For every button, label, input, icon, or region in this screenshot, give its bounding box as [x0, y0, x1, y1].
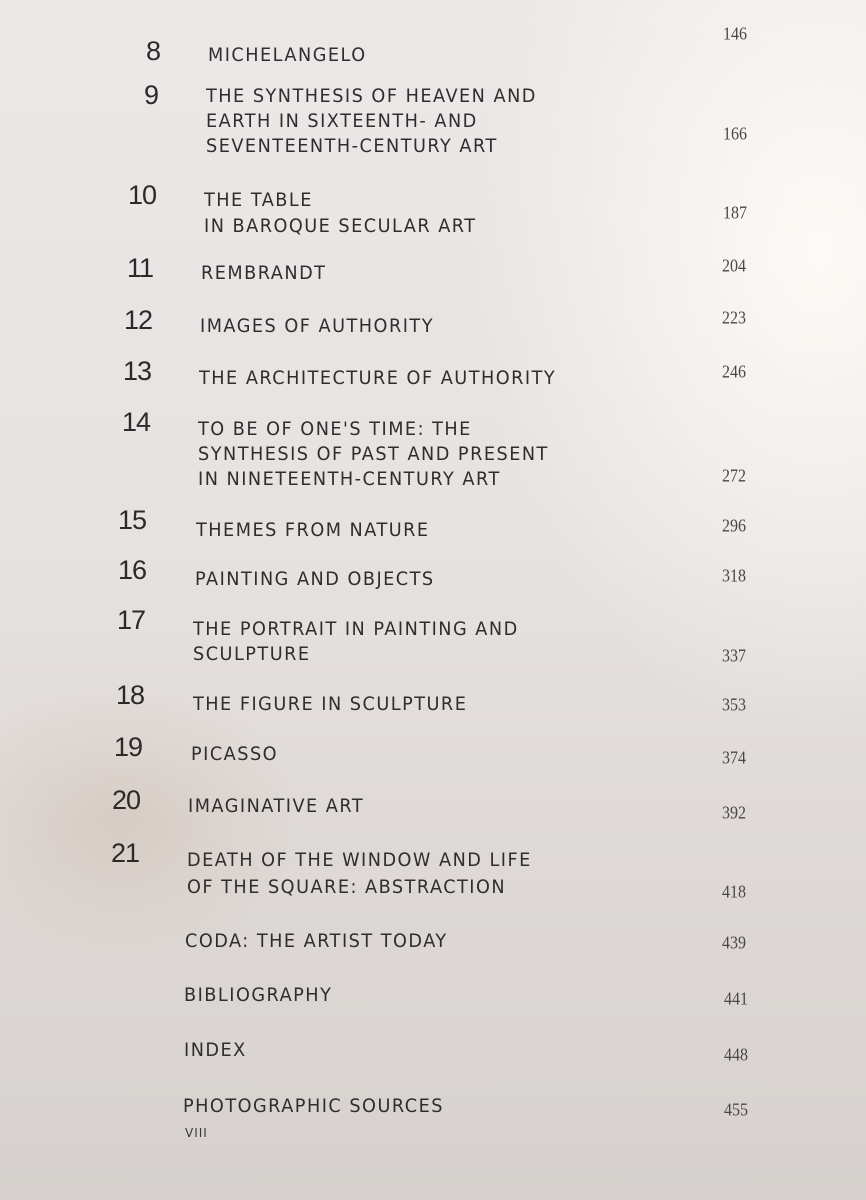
- page-number: 166: [723, 124, 747, 145]
- title-line: DEATH OF THE WINDOW AND LIFE: [187, 849, 532, 871]
- chapter-number: 18: [115, 680, 144, 710]
- title-line: EARTH IN SIXTEENTH- AND: [206, 110, 478, 132]
- title-line: THE ARCHITECTURE OF AUTHORITY: [199, 367, 557, 389]
- chapter-number: 20: [111, 785, 140, 815]
- chapter-number: 10: [127, 180, 156, 210]
- chapter-number: 21: [110, 838, 139, 868]
- title-line: PHOTOGRAPHIC SOURCES: [183, 1095, 444, 1117]
- chapter-title: [193, 691, 467, 717]
- chapter-number: 8: [145, 36, 160, 66]
- chapter-title: [191, 741, 278, 767]
- page-number: 246: [722, 362, 746, 383]
- title-line: OF THE SQUARE: ABSTRACTION: [187, 876, 507, 898]
- page-number: 318: [722, 566, 746, 587]
- chapter-title: [208, 42, 367, 68]
- title-line: PAINTING AND OBJECTS: [195, 568, 435, 590]
- chapter-title: [188, 793, 364, 819]
- title-line: TO BE OF ONE'S TIME: THE: [198, 418, 472, 440]
- page-number: 337: [722, 646, 746, 667]
- chapter-number: 16: [117, 555, 146, 585]
- page-number: 187: [723, 203, 747, 224]
- page-folio: VIII: [185, 1126, 208, 1140]
- page-number: 272: [722, 466, 746, 487]
- title-line: BIBLIOGRAPHY: [184, 984, 333, 1006]
- page-number: 146: [723, 24, 747, 45]
- title-line: THE FIGURE IN SCULPTURE: [193, 693, 468, 715]
- page-number: 441: [724, 989, 748, 1010]
- title-line: INDEX: [184, 1039, 247, 1061]
- page-number: 353: [722, 695, 746, 716]
- title-line: SCULPTURE: [193, 643, 311, 665]
- title-line: SEVENTEENTH-CENTURY ART: [206, 135, 498, 157]
- page-number: 296: [722, 516, 746, 537]
- chapter-title: [199, 365, 556, 391]
- chapter-number: 12: [123, 305, 152, 335]
- chapter-title: [201, 260, 326, 286]
- title-line: IMAGES OF AUTHORITY: [200, 315, 434, 337]
- chapter-number: 9: [143, 80, 158, 110]
- section-title: [184, 1037, 247, 1063]
- page-number: 455: [724, 1100, 748, 1121]
- title-line: MICHELANGELO: [208, 44, 367, 66]
- chapter-title: [193, 617, 519, 667]
- section-title: [183, 1093, 444, 1119]
- title-line: THE TABLE: [204, 189, 313, 211]
- chapter-title: [187, 847, 532, 901]
- title-line: PICASSO: [191, 743, 279, 765]
- title-line: IN NINETEENTH-CENTURY ART: [198, 468, 501, 490]
- chapter-number: 14: [121, 407, 150, 437]
- chapter-title: [206, 84, 537, 159]
- title-line: THE PORTRAIT IN PAINTING AND: [193, 618, 519, 640]
- chapter-number: 17: [116, 605, 145, 635]
- title-line: CODA: THE ARTIST TODAY: [185, 930, 448, 952]
- page-number: 392: [722, 803, 746, 824]
- chapter-title: [196, 517, 430, 543]
- section-title: [184, 982, 332, 1008]
- chapter-title: [200, 313, 434, 339]
- page-number: 204: [722, 256, 746, 277]
- title-line: IMAGINATIVE ART: [188, 795, 365, 817]
- chapter-number: 19: [113, 732, 142, 762]
- page-number: 448: [724, 1045, 748, 1066]
- title-line: THEMES FROM NATURE: [196, 519, 430, 541]
- chapter-number: 13: [122, 356, 151, 386]
- chapter-number: 15: [117, 505, 146, 535]
- chapter-title: [195, 566, 435, 592]
- page-number: 374: [722, 748, 746, 769]
- chapter-title: [204, 187, 477, 239]
- title-line: IN BAROQUE SECULAR ART: [204, 215, 477, 237]
- title-line: SYNTHESIS OF PAST AND PRESENT: [198, 443, 549, 465]
- page-number: 223: [722, 308, 746, 329]
- section-title: [185, 928, 448, 954]
- title-line: REMBRANDT: [201, 262, 327, 284]
- page-number: 439: [722, 933, 746, 954]
- chapter-title: [198, 417, 549, 492]
- title-line: THE SYNTHESIS OF HEAVEN AND: [206, 85, 537, 107]
- page-number: 418: [722, 882, 746, 903]
- chapter-number: 11: [126, 253, 153, 283]
